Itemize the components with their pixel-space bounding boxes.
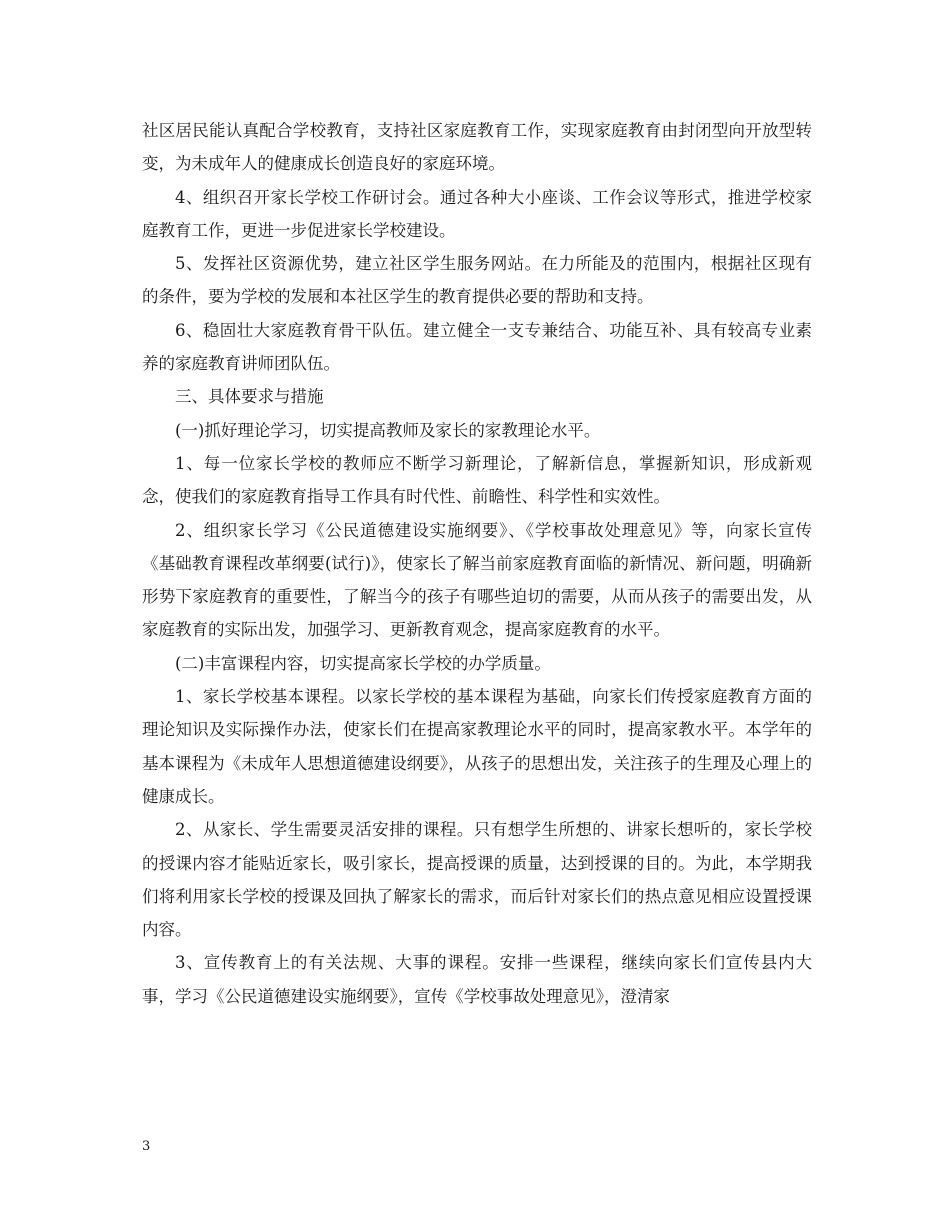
paragraph-3: 5、发挥社区资源优势，建立社区学生服务网站。在力所能及的范围内，根据社区现有的条件，要为学校的发展和本社区学生的教育提供必要的帮助和支持。 (142, 254, 812, 307)
paragraph-4: 6、稳固壮大家庭教育骨干队伍。建立健全一支专兼结合、功能互补、具有较高专业素养的家庭教育讲师团队伍。 (142, 320, 812, 374)
paragraph-1: 社区居民能认真配合学校教育，支持社区家庭教育工作，实现家庭教育由封闭型向开放型转变，为未成年人的健康成长创造良好的家庭环境。 (142, 121, 812, 174)
page-number: 3 (142, 1139, 151, 1154)
paragraph-6: 2、组织家长学习《公民道德建设实施纲要》、《学校事故处理意见》等，向家长宣传《基础教育课程改革纲要(试行)》，使家长了解当前家庭教育面临的新情况、新问题，明确新形势下家庭教育的重要性，了解当今的孩子有哪些迫切的需要，从而从孩子的需要出发，从家庭教育的实际出发，加强学习、更新教育观念，提高家庭教育的水平。 (142, 520, 812, 640)
paragraph-9: 3、宣传教育上的有关法规、大事的课程。安排一些课程，继续向家长们宣传县内大事，学习《公民道德建设实施纲要》，宣传《学校事故处理意见》，澄清家 (142, 953, 812, 1006)
paragraph-2: 4、组织召开家长学校工作研讨会。通过各种大小座谈、工作会议等形式，推进学校家庭教育工作，更进一步促进家长学校建设。 (142, 187, 812, 240)
document-body (142, 114, 812, 1013)
paragraph-5: 1、每一位家长学校的教师应不断学习新理论，了解新信息，掌握新知识，形成新观念，使我们的家庭教育指导工作具有时代性、前瞻性、科学性和实效性。 (142, 453, 812, 507)
paragraph-8: 2、从家长、学生需要灵活安排的课程。只有想学生所想的、讲家长想听的，家长学校的授课内容才能贴近家长，吸引家长，提高授课的质量，达到授课的目的。为此，本学期我们将利用家长学校的授课及回执了解家长的需求，而后针对家长们的热点意见相应设置授课内容。 (142, 820, 812, 940)
subsection-heading-2: (二)丰富课程内容，切实提高家长学校的办学质量。 (175, 653, 551, 673)
paragraph-7: 1、家长学校基本课程。以家长学校的基本课程为基础，向家长们传授家庭教育方面的理论知识及实际操作办法，使家长们在提高家教理论水平的同时，提高家教水平。本学年的基本课程为《未成年人思想道德建设纲要》，从孩子的思想出发，关注孩子的生理及心理上的健康成长。 (142, 687, 812, 806)
section-heading-3: 三、具体要求与措施 (175, 387, 324, 407)
subsection-heading-1: (一)抓好理论学习，切实提高教师及家长的家教理论水平。 (175, 420, 601, 440)
